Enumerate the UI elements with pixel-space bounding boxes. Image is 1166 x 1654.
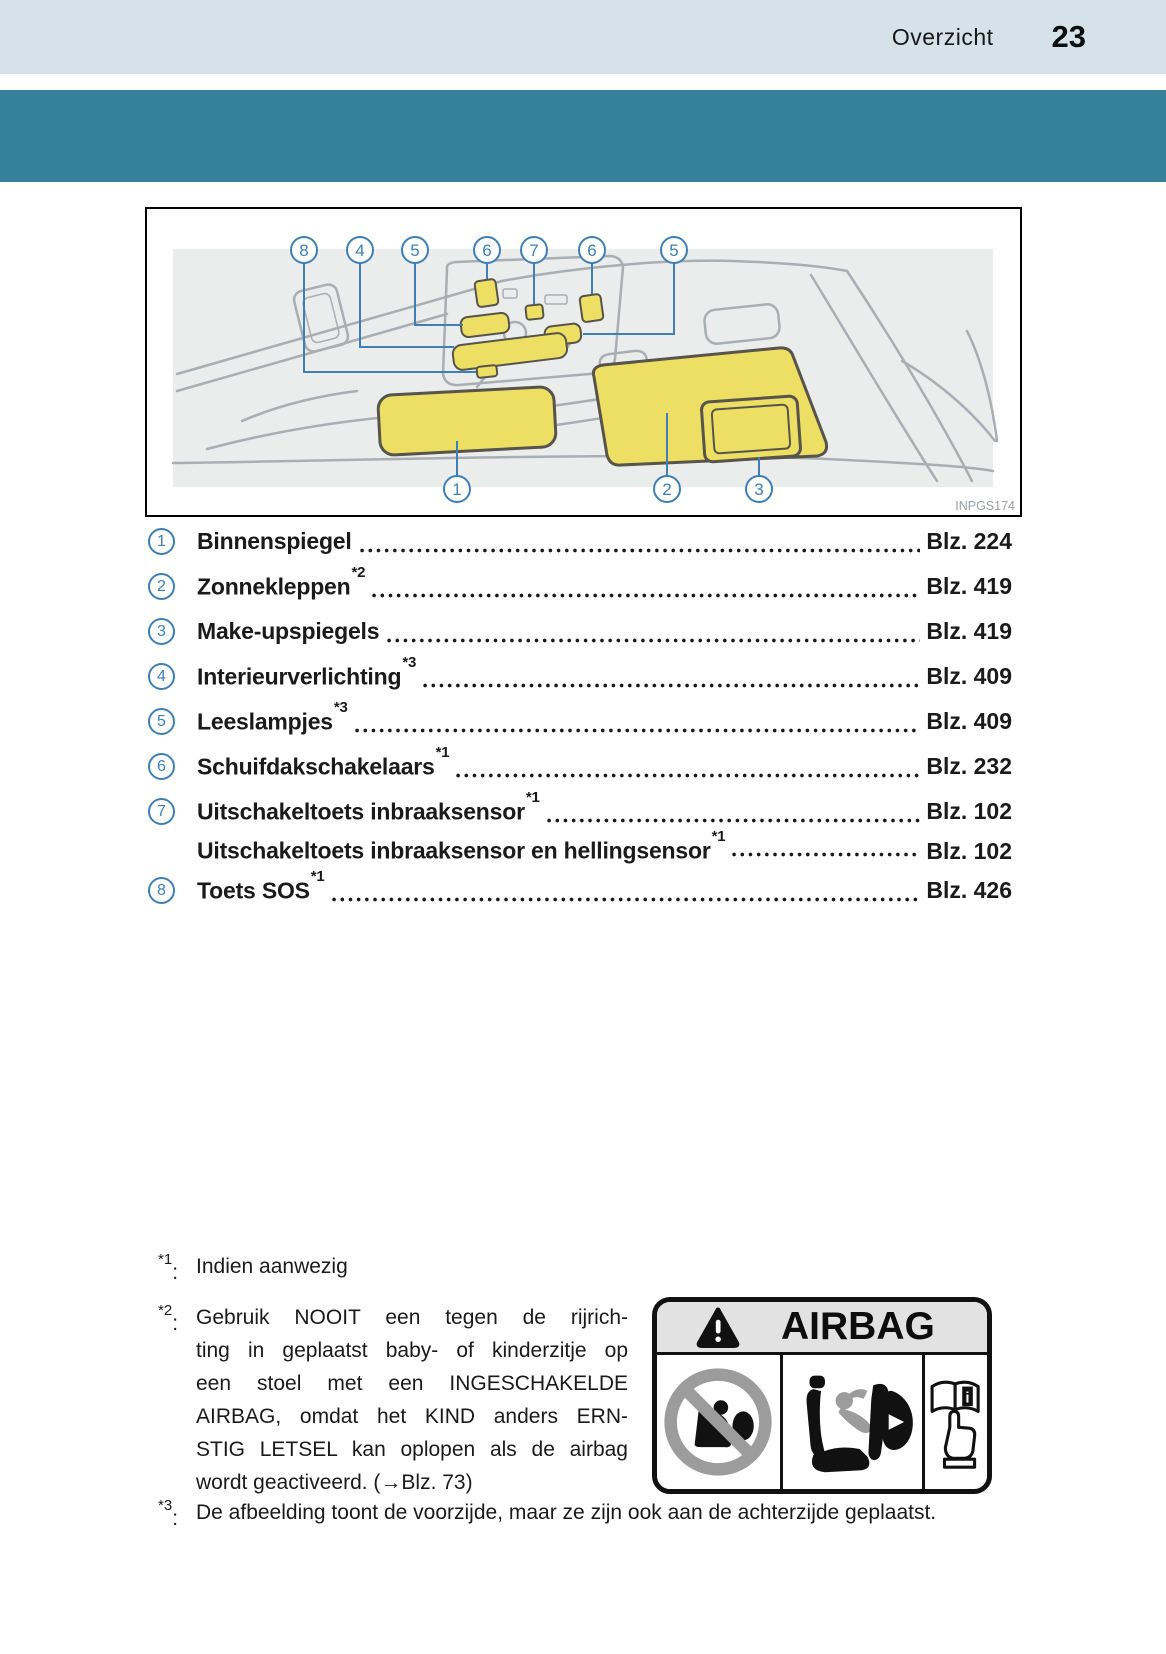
footnote-2-line: een stoel met een INGESCHAKELDE bbox=[196, 1372, 628, 1395]
airbag-label-header bbox=[657, 1302, 987, 1355]
dot-leader bbox=[454, 773, 920, 778]
callout-number-spacer bbox=[148, 838, 175, 865]
page-ref: Blz. 102 bbox=[926, 798, 1012, 824]
footnote-2-line: AIRBAG, omdat het KIND anders ERN- bbox=[196, 1405, 628, 1428]
warning-triangle-icon bbox=[695, 1306, 741, 1348]
page-ref: Blz. 232 bbox=[926, 753, 1012, 779]
callout-number-badge: 3 bbox=[148, 618, 175, 645]
footnotes bbox=[158, 1250, 628, 1499]
page-ref: Blz. 409 bbox=[926, 708, 1012, 734]
overview-diagram bbox=[145, 207, 1022, 517]
footnote-3 bbox=[158, 1496, 1118, 1535]
callout-number-badge: 5 bbox=[148, 708, 175, 735]
callout-6b: 6 bbox=[587, 241, 597, 260]
footnote-2-line: ting in geplaatst baby- of kinderzitje op bbox=[196, 1339, 628, 1362]
dot-leader bbox=[385, 638, 920, 643]
rear-view-mirror bbox=[378, 386, 557, 455]
footnote-3-text: De afbeelding toont de voorzijde, maar ze zijn ook aan de achterzijde geplaatst. bbox=[196, 1501, 937, 1524]
chapter-color-band bbox=[0, 90, 1166, 182]
legend-row bbox=[148, 609, 1012, 654]
callout-5b: 5 bbox=[669, 241, 679, 260]
page-ref: Blz. 102 bbox=[926, 837, 1012, 864]
legend-label: Interieurverlichting$^{*3}$ bbox=[197, 653, 417, 690]
footnote-ref: *1 bbox=[525, 788, 540, 806]
legend-row bbox=[148, 828, 1012, 868]
callout-number-badge: 7 bbox=[148, 798, 175, 825]
footnote-2-line: Gebruik NOOIT een tegen de rijrich- bbox=[196, 1306, 628, 1329]
cabin-ceiling-illustration bbox=[147, 209, 1020, 515]
callout-6a: 6 bbox=[482, 241, 492, 260]
legend-label: Uitschakeltoets inbraaksensor$^{*1}$ bbox=[197, 788, 540, 825]
legend-label: Toets SOS$^{*1}$ bbox=[197, 867, 325, 904]
footnote-ref: *1 bbox=[310, 867, 325, 885]
footnote-ref: *1 bbox=[711, 828, 726, 846]
sos-button bbox=[476, 365, 497, 378]
footnote-3-marker: $^{*3}$: bbox=[158, 1497, 179, 1530]
footnote-1-text: Indien aanwezig bbox=[196, 1255, 348, 1278]
legend-row bbox=[148, 564, 1012, 609]
legend-row bbox=[148, 654, 1012, 699]
page-header-band bbox=[0, 0, 1166, 74]
callout-8: 8 bbox=[299, 241, 309, 260]
airbag-warning-label bbox=[652, 1297, 992, 1494]
dot-leader bbox=[730, 852, 920, 857]
intrusion-sensor-button bbox=[525, 304, 543, 320]
legend-label: Binnenspiegel bbox=[197, 528, 352, 554]
legend-label: Zonnekleppen$^{*2}$ bbox=[197, 563, 366, 600]
page-ref: Blz. 409 bbox=[926, 663, 1012, 689]
callout-2: 2 bbox=[662, 480, 672, 499]
illustration-background bbox=[173, 249, 993, 487]
callout-1: 1 bbox=[452, 480, 462, 499]
dot-leader bbox=[370, 593, 920, 598]
page-ref: Blz. 224 bbox=[926, 528, 1012, 554]
footnote-ref: *1 bbox=[435, 743, 450, 761]
legend-row bbox=[148, 868, 1012, 913]
see-owners-manual-icon bbox=[922, 1355, 987, 1489]
airbag-label-title: AIRBAG bbox=[781, 1305, 935, 1348]
legend-row bbox=[148, 789, 1012, 834]
footnote-ref: *2 bbox=[351, 563, 366, 581]
legend-row bbox=[148, 744, 1012, 789]
legend-list bbox=[148, 519, 1012, 913]
legend-row bbox=[148, 519, 1012, 564]
callout-4: 4 bbox=[355, 241, 365, 260]
page-header bbox=[0, 0, 1166, 74]
legend-label: Schuifdakschakelaars$^{*1}$ bbox=[197, 743, 450, 780]
dot-leader bbox=[545, 818, 921, 823]
page-number: 23 bbox=[1051, 19, 1086, 54]
footnote-2-line: wordt geactiveerd. (→Blz. 73) bbox=[196, 1471, 473, 1494]
airbag-deployment-seat-icon bbox=[780, 1355, 922, 1489]
dot-leader bbox=[358, 548, 921, 553]
no-rear-facing-child-seat-icon bbox=[657, 1355, 780, 1489]
legend-label: Make-upspiegels bbox=[197, 618, 380, 644]
svg-text:i: i bbox=[965, 1389, 970, 1407]
page-ref: Blz. 426 bbox=[926, 877, 1012, 903]
callout-number-badge: 8 bbox=[148, 877, 175, 904]
footnote-2-marker: $^{*2}$: bbox=[158, 1302, 179, 1335]
footnote-2-text bbox=[196, 1301, 628, 1499]
footnote-1 bbox=[158, 1250, 628, 1289]
dot-leader bbox=[330, 897, 921, 902]
page-ref: Blz. 419 bbox=[926, 618, 1012, 644]
sunroof-switch-left bbox=[474, 279, 498, 308]
dot-leader bbox=[353, 728, 921, 733]
legend-row bbox=[148, 699, 1012, 744]
callout-3: 3 bbox=[754, 480, 764, 499]
callout-7: 7 bbox=[529, 241, 539, 260]
footnote-ref: *3 bbox=[333, 698, 348, 716]
footnote-2-line: STIG LETSEL kan oplopen als de airbag bbox=[196, 1438, 628, 1461]
legend-label: Leeslampjes$^{*3}$ bbox=[197, 698, 348, 735]
page-ref: Blz. 419 bbox=[926, 573, 1012, 599]
callout-number-badge: 2 bbox=[148, 573, 175, 600]
callout-number-badge: 4 bbox=[148, 663, 175, 690]
airbag-label-body bbox=[657, 1355, 987, 1489]
footnote-ref: *3 bbox=[402, 653, 417, 671]
callout-5a: 5 bbox=[410, 241, 420, 260]
footnote-2 bbox=[158, 1301, 628, 1499]
callout-number-badge: 6 bbox=[148, 753, 175, 780]
section-title: Overzicht bbox=[891, 23, 994, 50]
illustration-code: INPGS174 bbox=[955, 499, 1015, 513]
sunroof-switch-right bbox=[579, 294, 603, 323]
callout-number-badge: 1 bbox=[148, 528, 175, 555]
footnote-1-marker: $^{*1}$: bbox=[158, 1251, 179, 1284]
dot-leader bbox=[421, 683, 920, 688]
legend-label: Uitschakeltoets inbraaksensor en hellingsensor$^{*1}$ bbox=[197, 828, 726, 864]
